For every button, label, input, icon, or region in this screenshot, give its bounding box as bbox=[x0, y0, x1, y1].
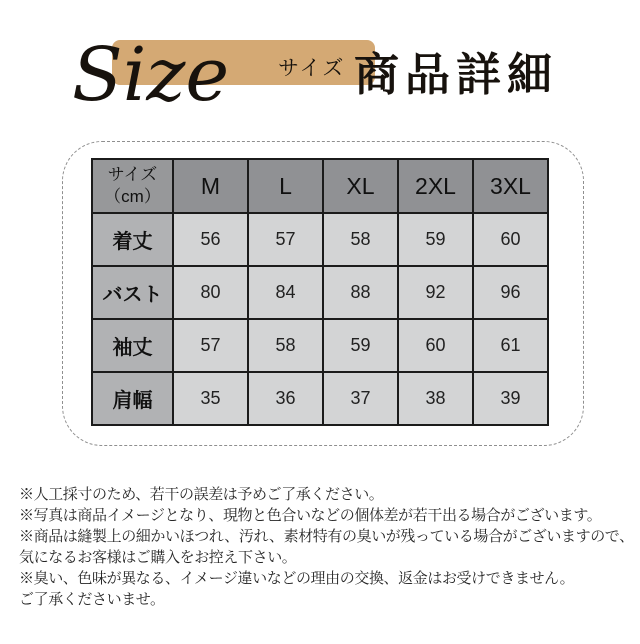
size-value-cell: 59 bbox=[398, 213, 473, 266]
column-header-m: M bbox=[173, 159, 248, 213]
size-value-cell: 57 bbox=[248, 213, 323, 266]
row-label-length: 着丈 bbox=[92, 213, 173, 266]
size-value-cell: 59 bbox=[323, 319, 398, 372]
note-line-6: ご了承くださいませ。 bbox=[19, 591, 165, 608]
column-header-l: L bbox=[248, 159, 323, 213]
product-details-title: 商品詳細 bbox=[354, 48, 559, 101]
column-header-3xl: 3XL bbox=[473, 159, 548, 213]
size-value-cell: 36 bbox=[248, 372, 323, 425]
size-value-cell: 92 bbox=[398, 266, 473, 319]
size-value-cell: 60 bbox=[398, 319, 473, 372]
size-value-cell: 39 bbox=[473, 372, 548, 425]
note-line-2: ※写真は商品イメージとなり、現物と色合いなどの個体差が若干出る場合がございます。 bbox=[19, 507, 602, 524]
row-label-bust: バスト bbox=[92, 266, 173, 319]
note-line-3: ※商品は縫製上の細かいほつれ、汚れ、素材特有の臭いが残っている場合がございますので、 bbox=[19, 528, 634, 545]
corner-header-line1: サイズ bbox=[107, 164, 158, 184]
size-value-cell: 35 bbox=[173, 372, 248, 425]
size-value-cell: 84 bbox=[248, 266, 323, 319]
disclaimer-notes bbox=[19, 484, 640, 610]
corner-header-cell bbox=[92, 159, 173, 213]
size-value-cell: 80 bbox=[173, 266, 248, 319]
table-row-shoulder bbox=[92, 372, 548, 425]
size-value-cell: 96 bbox=[473, 266, 548, 319]
column-header-2xl: 2XL bbox=[398, 159, 473, 213]
note-line-4: 気になるお客様はご購入をお控え下さい。 bbox=[19, 549, 297, 566]
size-script-title: Size bbox=[72, 32, 230, 118]
size-value-cell: 56 bbox=[173, 213, 248, 266]
note-line-1: ※人工採寸のため、若干の誤差は予めご了承ください。 bbox=[19, 486, 384, 503]
row-label-sleeve: 袖丈 bbox=[92, 319, 173, 372]
note-line-5: ※臭い、色味が異なる、イメージ違いなどの理由の交換、返金はお受けできません。 bbox=[19, 570, 575, 587]
table-row-bust bbox=[92, 266, 548, 319]
size-table-panel bbox=[62, 141, 584, 446]
size-table bbox=[91, 158, 549, 426]
size-value-cell: 61 bbox=[473, 319, 548, 372]
table-row-sleeve bbox=[92, 319, 548, 372]
size-value-cell: 38 bbox=[398, 372, 473, 425]
size-value-cell: 57 bbox=[173, 319, 248, 372]
corner-header-line2: （cm） bbox=[104, 187, 161, 206]
row-label-shoulder: 肩幅 bbox=[92, 372, 173, 425]
size-value-cell: 58 bbox=[323, 213, 398, 266]
size-value-cell: 88 bbox=[323, 266, 398, 319]
size-value-cell: 37 bbox=[323, 372, 398, 425]
size-value-cell: 60 bbox=[473, 213, 548, 266]
size-subtitle-jp: サイズ bbox=[278, 57, 346, 80]
size-value-cell: 58 bbox=[248, 319, 323, 372]
column-header-xl: XL bbox=[323, 159, 398, 213]
table-row-length bbox=[92, 213, 548, 266]
table-header-row bbox=[92, 159, 548, 213]
